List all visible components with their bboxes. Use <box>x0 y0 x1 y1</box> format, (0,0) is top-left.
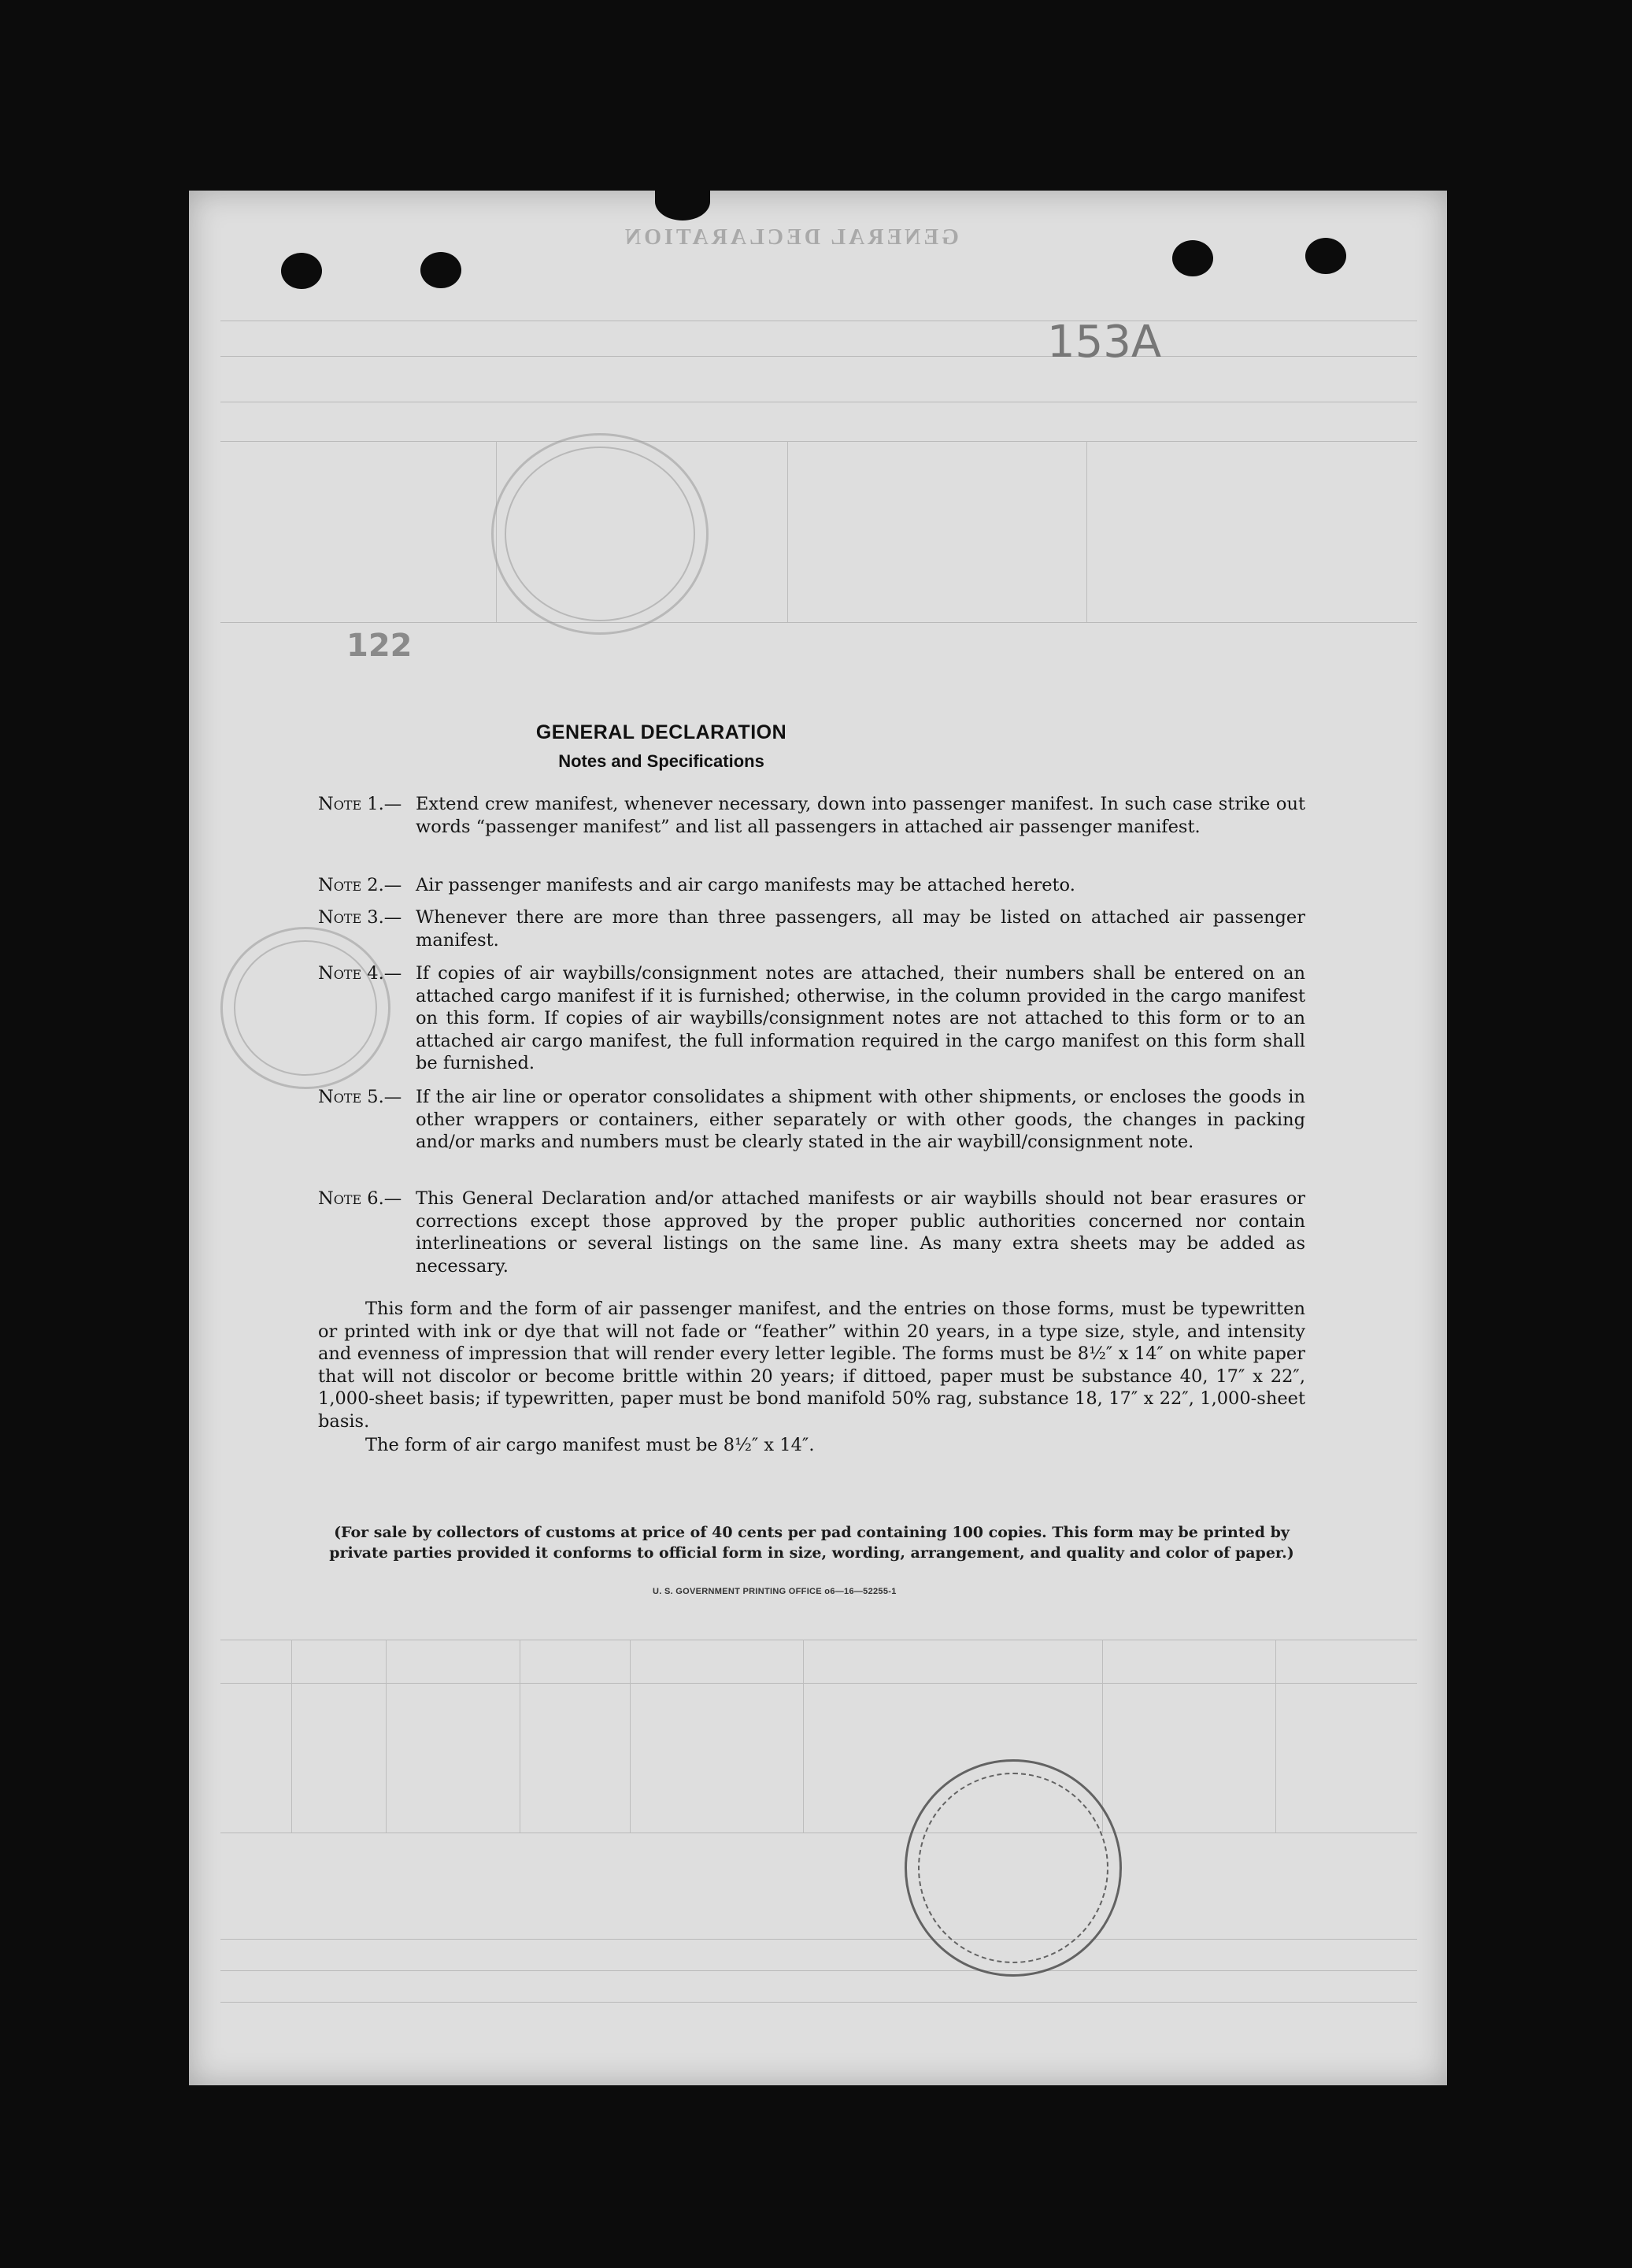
page-title: GENERAL DECLARATION <box>535 721 787 743</box>
cargo-form-size-line: The form of air cargo manifest must be 8½″ x 14″. <box>365 1435 815 1455</box>
note-3 <box>318 906 1305 951</box>
note-label: Note 4.— <box>318 963 402 984</box>
note-text: This General Declaration and/or attached manifests or air waybills should not bear erasures or corrections except those approved by the proper public authorities concerned nor contain interlineations or several listings on the same line. As many extra sheets may be added as necessary. <box>416 1188 1305 1277</box>
margin-number: 122 <box>346 628 413 664</box>
page-subtitle: Notes and Specifications <box>558 751 764 771</box>
note-label: Note 3.— <box>318 907 402 928</box>
note-6 <box>318 1188 1305 1277</box>
printing-office-line: U. S. GOVERNMENT PRINTING OFFICE o6—16—52255-1 <box>653 1587 897 1596</box>
note-text: If copies of air waybills/consignment notes are attached, their numbers shall be entered on an attached cargo manifest if it is furnished; otherwise, in the column provided in the cargo manifest on this form. If copies of air waybills/consignment notes are not attached to this form or to an attached air cargo manifest, the full information required in the cargo manifest on this form shall be furnished. <box>416 963 1305 1073</box>
note-label: Note 2.— <box>318 875 402 895</box>
note-label: Note 5.— <box>318 1087 402 1107</box>
note-5 <box>318 1086 1305 1154</box>
note-text: If the air line or operator consolidates a shipment with other shipments, or encloses the goods in other wrappers or containers, either separately or with other goods, the changes in packing and/or marks and numbers must be clearly stated in the air waybill/consignment note. <box>416 1087 1305 1152</box>
note-text: Whenever there are more than three passengers, all may be listed on attached air passenger manifest. <box>416 907 1305 951</box>
note-4 <box>318 962 1305 1075</box>
form-specification-paragraph: This form and the form of air passenger manifest, and the entries on those forms, must be typewritten or printed with ink or dye that will not fade or “feather” within 20 years, in a type size, style, and intensity and evenness of impression that will render every letter legible. The forms must be 8½″ x 14″ on white paper that will not discolor or become brittle within 20 years; if dittoed, paper must be substance 40, 17″ x 22″, 1,000-sheet basis; if typewritten, paper must be bond manifold 50% rag, substance 18, 17″ x 22″, 1,000-sheet basis. <box>318 1299 1305 1432</box>
note-1 <box>318 793 1305 838</box>
handwritten-number: 153A <box>1047 317 1162 368</box>
sale-notice: (For sale by collectors of customs at price of 40 cents per pad containing 100 copies. This form may be printed by private parties provided it conforms to official form in size, wording, arrangement, and quality and color of paper.) <box>329 1524 1294 1562</box>
note-label: Note 6.— <box>318 1188 402 1209</box>
reverse-side-bleedthrough: GENERAL DECLARATION <box>189 191 1447 2085</box>
note-label: Note 1.— <box>318 794 402 814</box>
note-text: Air passenger manifests and air cargo manifests may be attached hereto. <box>416 875 1075 895</box>
received-date-stamp <box>905 1759 1122 1977</box>
note-text: Extend crew manifest, whenever necessary, down into passenger manifest. In such case strike out words “passenger manifest” and list all passengers in attached air passenger manifest. <box>416 794 1305 837</box>
postmark-stamp-top <box>491 433 709 635</box>
note-2 <box>318 874 1305 897</box>
